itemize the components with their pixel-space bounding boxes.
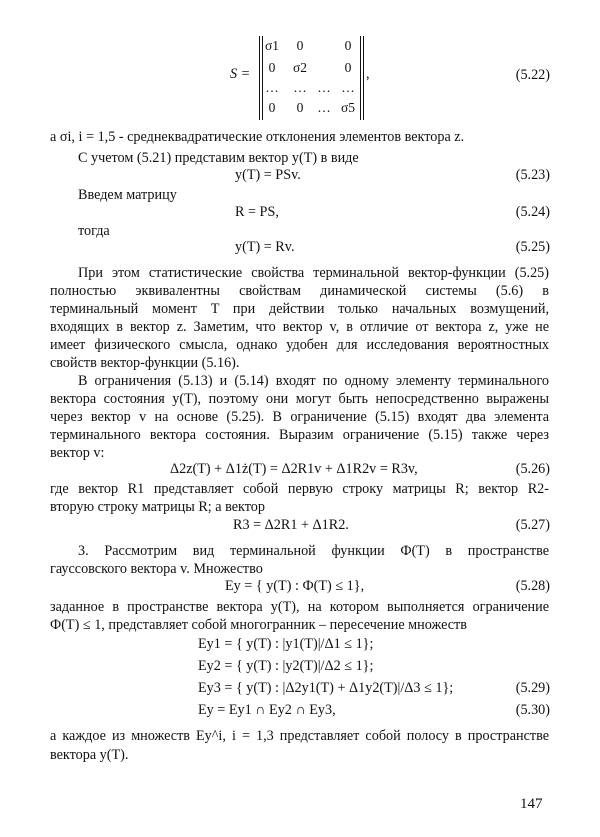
text-line: Введем матрицу: [78, 187, 177, 203]
text-line: заданное в пространстве вектора y(T), на котором выполняется ограничение: [50, 599, 549, 615]
matrix-right-bar-inner: [360, 36, 361, 120]
equation: Ey2 = { y(T) : |y2(T)|/Δ2 ≤ 1};: [198, 658, 374, 674]
text-line: а каждое из множеств Ey^i, i = 1,3 представляет собой полосу в пространстве: [50, 728, 549, 744]
text-line: С учетом (5.21) представим вектор y(T) в виде: [78, 150, 359, 166]
matrix-cell: σ5: [340, 100, 356, 115]
text-line: тогда: [78, 223, 110, 239]
equation: R = PS,: [235, 204, 279, 220]
equation: y(T) = Rv.: [235, 239, 295, 255]
text-line: терминального вектора состояния. Выразим ограничение (5.15) также через: [50, 427, 549, 443]
text-line: гауссовского вектора v. Множество: [50, 561, 263, 577]
matrix-cell: 0: [296, 38, 304, 53]
equation: R3 = Δ2R1 + Δ1R2.: [233, 517, 349, 533]
equation: Ey = { y(T) : Ф(T) ≤ 1},: [225, 578, 365, 594]
matrix-cell: 0: [344, 60, 352, 75]
matrix-cell: σ1: [264, 38, 280, 53]
matrix-cell: σ2: [292, 60, 308, 75]
equation-number: (5.23): [515, 167, 550, 183]
equation-number: (5.30): [515, 702, 550, 718]
equation: Δ2z(T) + Δ1ż(T) = Δ2R1v + Δ1R2v = R3v,: [170, 461, 418, 477]
equation-number: (5.29): [515, 680, 550, 696]
text-line: вторую строку матрицы R; а вектор: [50, 499, 265, 515]
text-line: вектора y(T).: [50, 747, 129, 763]
matrix-cell: …: [317, 80, 331, 95]
text-line: Ф(T) ≤ 1, представляет собой многогранник – пересечение множеств: [50, 617, 467, 633]
text-line: где вектор R1 представляет собой первую строку матрицы R; вектор R2-: [50, 481, 549, 497]
matrix-cell: …: [265, 80, 279, 95]
equation: Ey3 = { y(T) : |Δ2y1(T) + Δ1y2(T)|/Δ3 ≤ 1};: [198, 680, 454, 696]
equation: y(T) = PSv.: [235, 167, 301, 183]
matrix-cell: 0: [296, 100, 304, 115]
matrix-cell: 0: [268, 100, 276, 115]
text-line: При этом статистические свойства терминальной вектор-функции (5.25): [78, 265, 549, 281]
equation: Ey = Ey1 ∩ Ey2 ∩ Ey3,: [198, 702, 336, 718]
matrix-right-bar-outer: [363, 36, 364, 120]
text-line: полностью эквивалентны свойствам динамической системы (5.6) в: [50, 283, 549, 299]
text-line: свойств вектор-функции (5.16).: [50, 355, 240, 371]
equation-number: (5.28): [515, 578, 550, 594]
text-line: вектора состояния y(T), поэтому они могут быть непосредственно выражены: [50, 391, 549, 407]
text-line: имеет физического смысла, однако удобен для исследования вероятностных: [50, 337, 549, 353]
matrix-cell: …: [317, 100, 331, 115]
equation-number: (5.24): [515, 204, 550, 220]
text-line: терминальный момент T при действии только начальных возмущений,: [50, 301, 549, 317]
equation-number: (5.25): [515, 239, 550, 255]
equation: Ey1 = { y(T) : |y1(T)|/Δ1 ≤ 1};: [198, 636, 374, 652]
equation-number: (5.27): [515, 517, 550, 533]
matrix-comma: ,: [366, 66, 370, 82]
matrix-label: S =: [230, 66, 251, 82]
matrix-body: [262, 36, 363, 120]
matrix-cell: …: [341, 80, 355, 95]
text-line: а σi, i = 1,5 - среднеквадратические отклонения элементов вектора z.: [50, 129, 465, 145]
matrix-cell: 0: [268, 60, 276, 75]
text-line: входящих в вектор z. Заметим, что вектор v, в отличие от вектора z, уже не: [50, 319, 549, 335]
equation-number: (5.26): [515, 461, 550, 477]
text-line: 3. Рассмотрим вид терминальной функции Ф(T) в пространстве: [78, 543, 549, 559]
matrix-cell: …: [293, 80, 307, 95]
text-line: через вектор v на основе (5.25). В ограничение (5.15) входят два элемента: [50, 409, 549, 425]
matrix-cell: 0: [344, 38, 352, 53]
equation-number: (5.22): [515, 67, 550, 83]
page-number: 147: [520, 796, 543, 812]
text-line: вектор v:: [50, 445, 105, 461]
text-line: В ограничения (5.13) и (5.14) входят по одному элементу терминального: [78, 373, 549, 389]
